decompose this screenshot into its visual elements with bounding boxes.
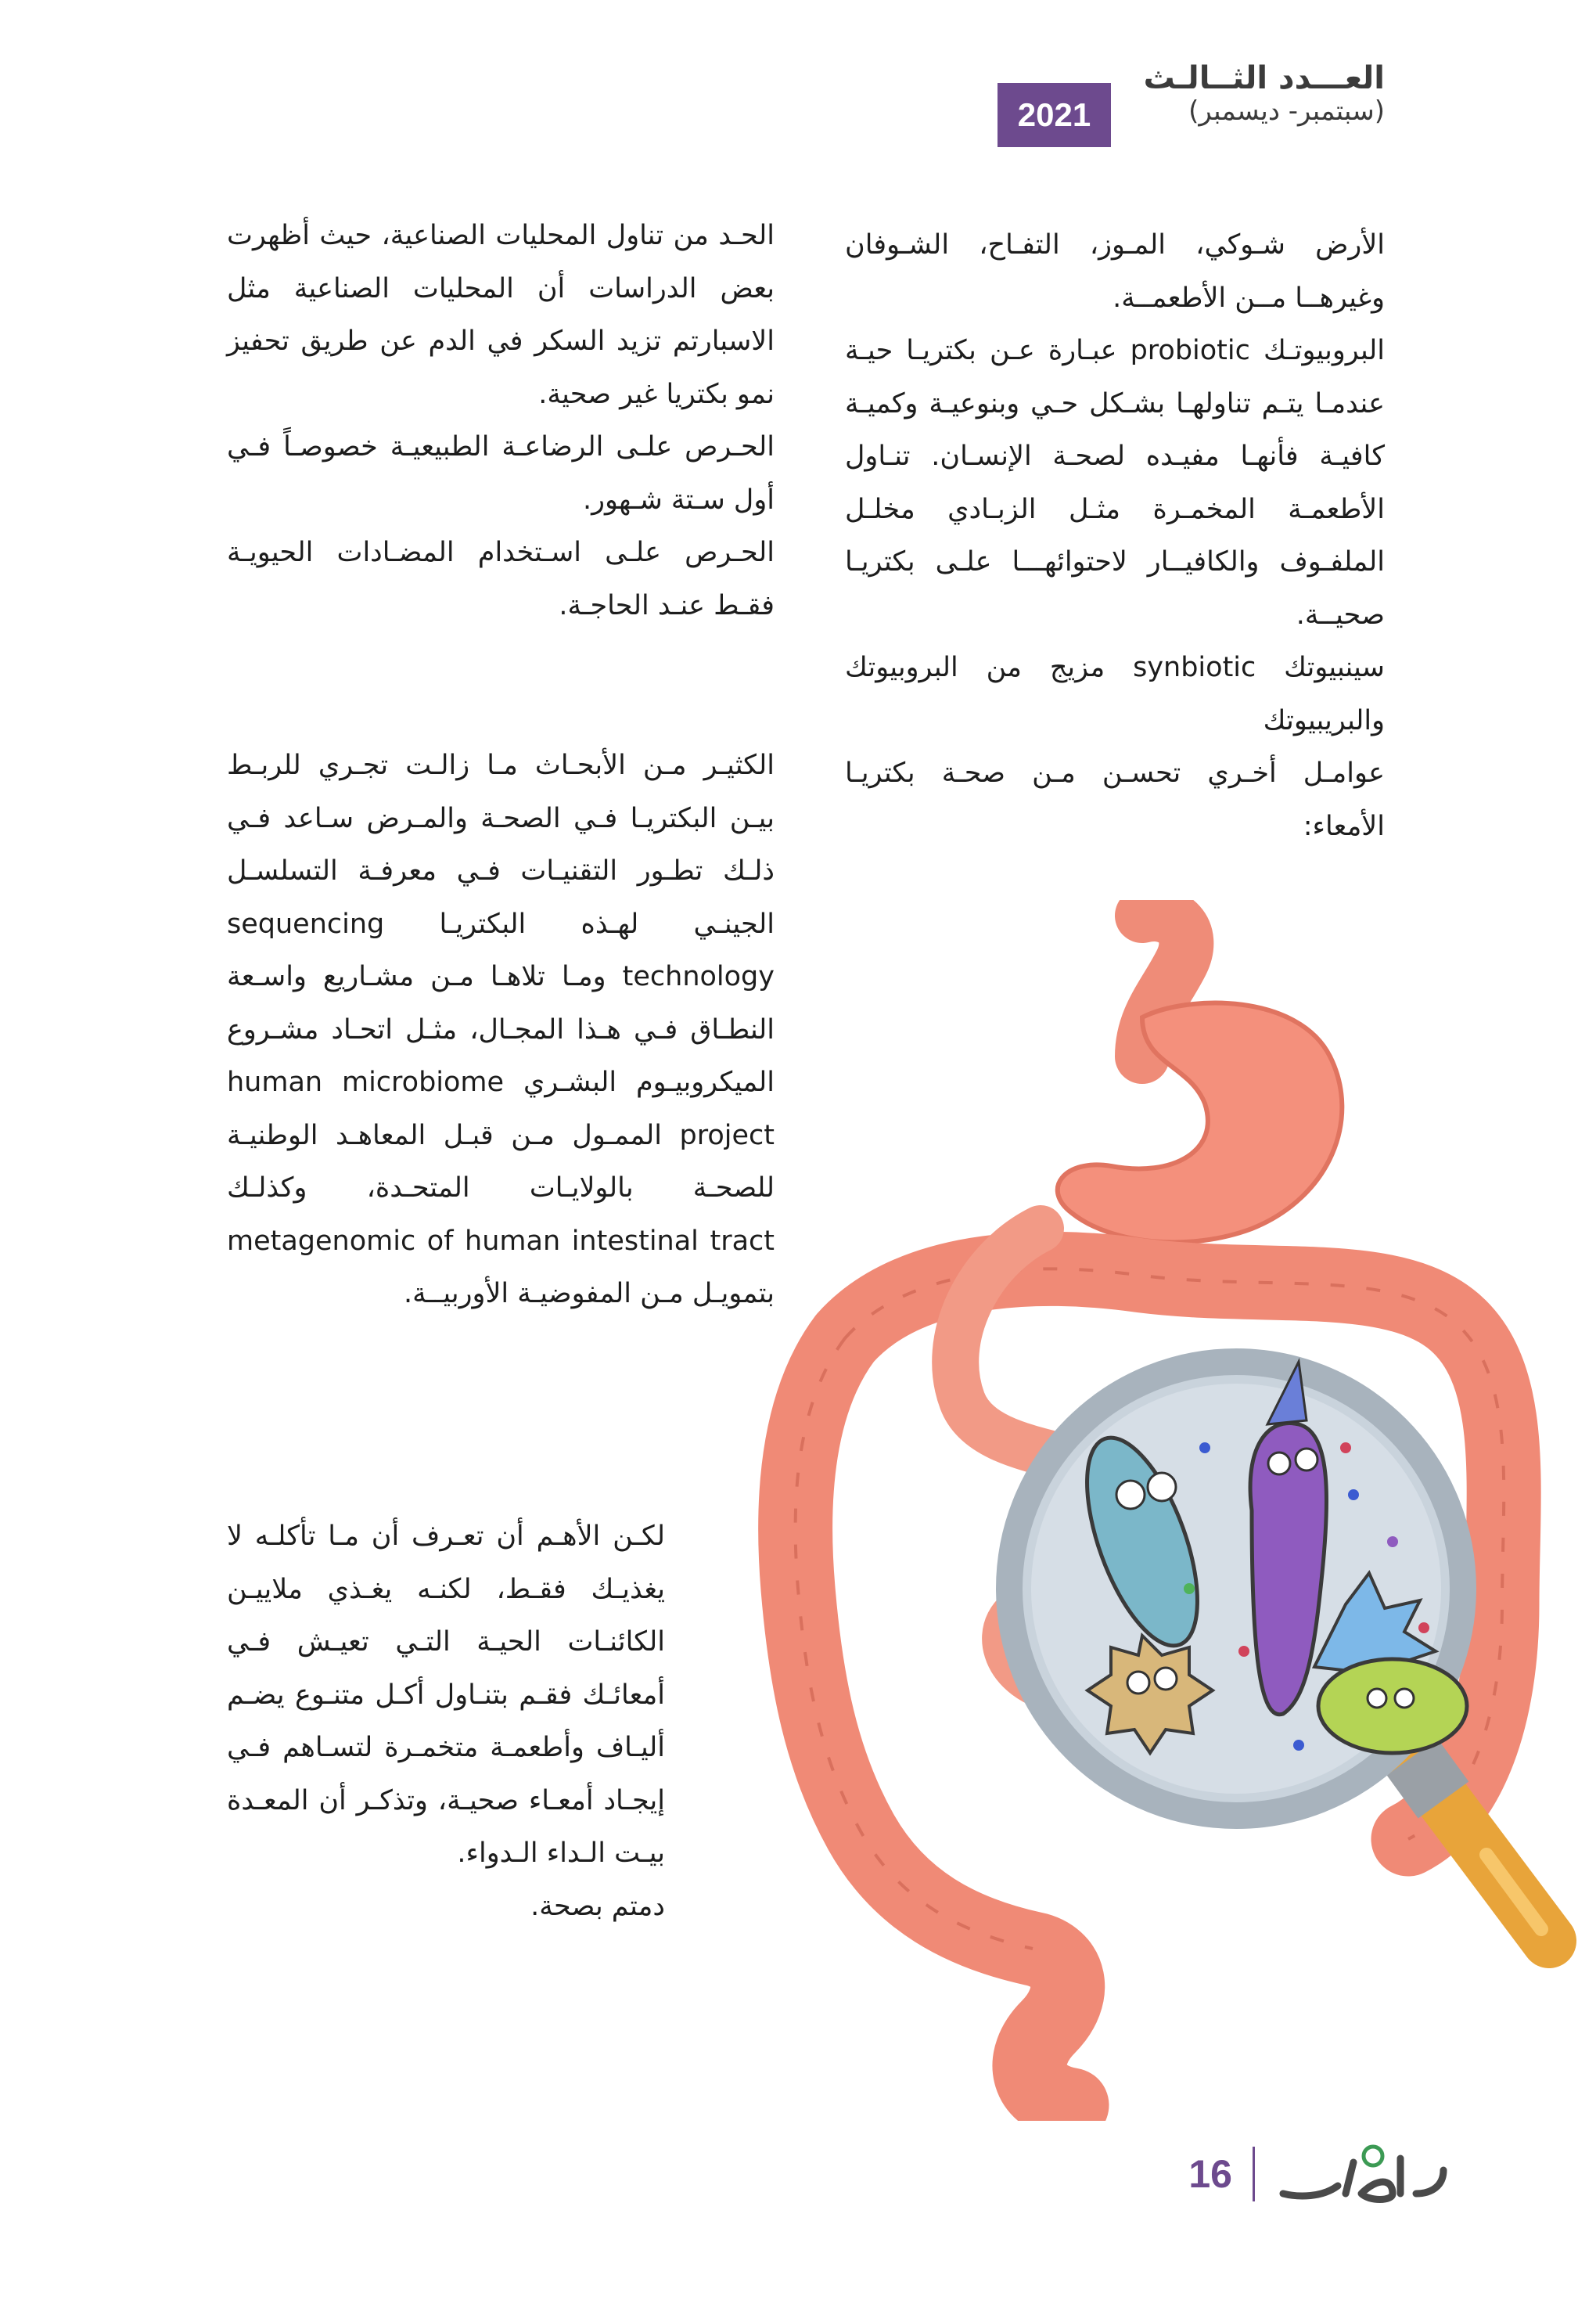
left-column-top [227,210,775,632]
closing-line: دمتم بصحة. [530,1890,665,1922]
paragraph: الحـد من تناول المحليات الصناعية، حيث أظهرت بعض الدراسات أن المحليات الصناعية مثل الاسبارتم تزيد السكر في الدم عن طريق تحفيز نمو بكتريا غير صحية. [227,220,775,410]
magazine-logo [1275,2139,1455,2209]
page-number: 16 [1188,2152,1232,2196]
paragraph: الحـرص علـى الرضاعـة الطبيعيـة خصوصـاً فـي أول سـتة شـهور. [227,431,775,516]
page-footer [1188,2139,1455,2209]
paragraph: الأرض شـوكي، المـوز، التفـاح، الشـوفان وغيرهــا مــن الأطعمــة. [845,229,1385,314]
paragraph: الحـرص علـى اسـتخدام المضـادات الحيويـة فقـط عنـد الحاجـة. [227,537,775,621]
issue-months: (سبتمبر- ديسمبر) [1188,95,1385,127]
paragraph: البروبيوتـك probiotic عبـارة عـن بكتريـا حيـة عندمـا يتـم تناولهـا بشـكل حـي وبنوعيـة وكميـة كافيـة فأنهـا مفيـده لصحـة الإنسـان. تنـاول الأطعمـة المخمـرة مثـل الزبـادي مخلـل الملفـوف والكافيــار لاحتوائهـــا علـى بكتريـا صحيــة. [845,335,1386,631]
gut-illustration [704,900,1580,2121]
paragraph: الكثيـر مـن الأبحـاث مـا زالـت تجـري للربـط بيـن البكتريـا فـي الصحـة والمـرض سـاعد فـي ذلـك تطـور التقنيـات فـي معرفـة التسلسـل الجينـي لهـذه البكتريـا sequencing technology ومـا تلاهـا مـن مشـاريع واسـعة النطـاق فـي هـذا المجـال، مثـل اتحـاد مشـروع الميكروبيـوم البشـري human microbiome project الممـول مـن قبـل المعاهـد الوطنيـة للصحـة بالولايـات المتحـدة، وكذلـك metagenomic of human intestinal tract بتمويـل مـن المفوضيـة الأوربيــة. [227,750,775,1309]
right-column [845,219,1385,853]
year-badge: 2021 [998,83,1111,147]
footer-divider [1253,2147,1255,2201]
paragraph: سينبيوتك synbiotic مزيج من البروبيوتك والبريبيوتك [845,652,1385,736]
issue-header [1144,61,1385,128]
stomach [1058,1003,1343,1243]
left-column-middle [227,740,775,1321]
left-column-lower [227,1510,665,1933]
paragraph: عوامـل أخـري تحسـن مـن صحـة بكتريـا الأمعاء: [845,758,1385,842]
paragraph: لكـن الأهـم أن تعـرف أن مـا تأكلـه لا يغذيـك فقـط، لكنـه يغـذي ملاييـن الكائنـات الحيـة التـي تعيـش فـي أمعائـك فقـم بتنـاول أكـل متنـوع يضـم أليـاف وأطعمـة متخمـرة لتسـاهم فـي إيجـاد أمعـاء صحيـة، وتذكـر أن المعـدة بيـت الـداء الـدواء. [227,1521,665,1869]
issue-title: العـــدد الثــالـث [1143,60,1385,96]
